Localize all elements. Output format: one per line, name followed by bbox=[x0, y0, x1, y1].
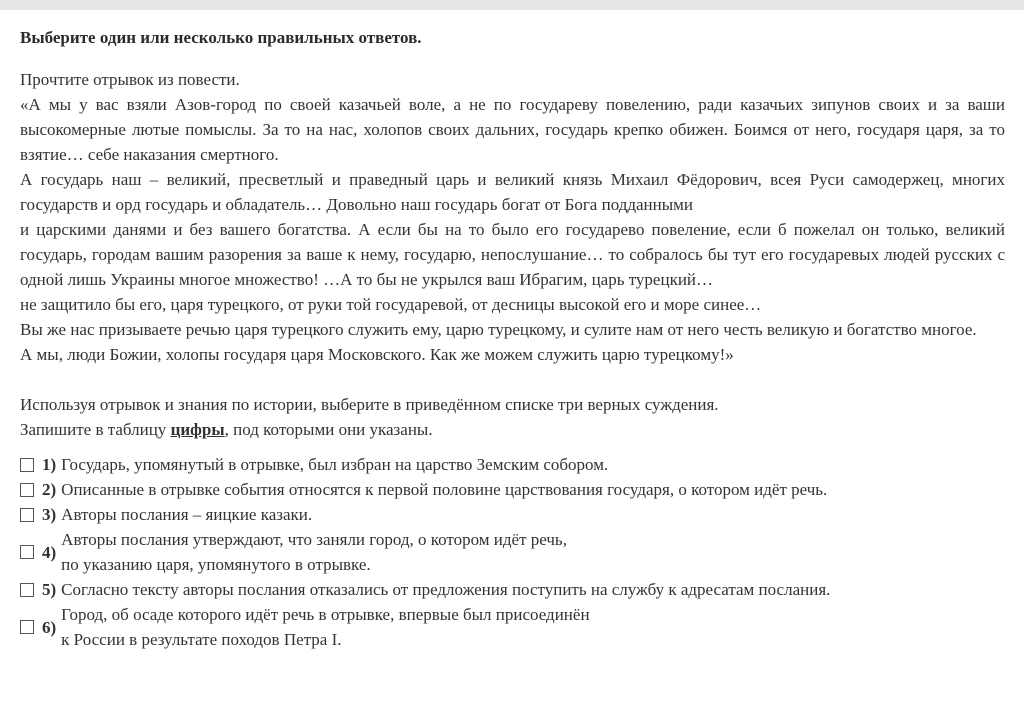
task-line-2-before: Запишите в таблицу bbox=[20, 420, 171, 439]
top-bar bbox=[0, 0, 1024, 10]
option-text-line: Город, об осаде которого идёт речь в отрывке, впервые был присоединён bbox=[61, 605, 590, 624]
answer-option-5[interactable] bbox=[20, 577, 1005, 602]
passage-paragraph: А государь наш – великий, пресветлый и праведный царь и великий князь Михаил Фёдорович, всея Руси самодержец, многих государств и орд государь и обладатель… Довольно наш государь богат от Бога подданными bbox=[20, 170, 1005, 214]
option-number: 2) bbox=[42, 480, 57, 499]
option-text-line: Авторы послания – яицкие казаки. bbox=[61, 505, 313, 524]
passage-paragraph: А мы, люди Божии, холопы государя царя Московского. Как же можем служить царю турецкому!» bbox=[20, 345, 734, 364]
option-number: 5) bbox=[42, 580, 57, 599]
passage-intro: Прочтите отрывок из повести. bbox=[20, 70, 240, 89]
question-card bbox=[20, 27, 1005, 652]
option-text bbox=[61, 527, 567, 577]
option-text-line: Государь, упомянутый в отрывке, был избран на царство Земским собором. bbox=[61, 455, 609, 474]
task-line-2-after: , под которыми они указаны. bbox=[224, 420, 433, 439]
answer-checkbox-4[interactable] bbox=[20, 545, 34, 559]
answer-checkbox-3[interactable] bbox=[20, 508, 34, 522]
answer-option-2[interactable] bbox=[20, 477, 1005, 502]
passage bbox=[20, 67, 1005, 367]
option-text bbox=[61, 502, 312, 527]
answer-checkbox-2[interactable] bbox=[20, 483, 34, 497]
option-text-line: к России в результате походов Петра I. bbox=[61, 630, 342, 649]
answer-option-4[interactable] bbox=[20, 527, 1005, 577]
option-number: 3) bbox=[42, 505, 57, 524]
task-line-1: Используя отрывок и знания по истории, выберите в приведённом списке три верных суждения. bbox=[20, 395, 719, 414]
option-text bbox=[61, 602, 589, 652]
task-text bbox=[20, 392, 1005, 442]
answer-checkbox-5[interactable] bbox=[20, 583, 34, 597]
passage-paragraph: «А мы у вас взяли Азов-город по своей казачьей воле, а не по государеву повелению, ради казачьих зипунов своих и за ваши высокомерные лютые помыслы. За то на нас, холопов своих дальних, государь крепко обижен. Боимся от него, государя царя, за то взятие… себе наказания смертного. bbox=[20, 95, 1005, 164]
question-instruction: Выберите один или несколько правильных ответов. bbox=[20, 28, 422, 47]
option-number: 4) bbox=[42, 542, 57, 562]
option-text bbox=[61, 452, 608, 477]
passage-paragraph: Вы же нас призываете речью царя турецкого служить ему, царю турецкому, и сулите нам от него честь великую и богатство многое. bbox=[20, 320, 977, 339]
answer-option-3[interactable] bbox=[20, 502, 1005, 527]
passage-paragraph: не защитило бы его, царя турецкого, от руки той государевой, от десницы высокой его и море синее… bbox=[20, 295, 762, 314]
option-number: 6) bbox=[42, 617, 57, 637]
task-line-2-emphasis: цифры bbox=[170, 420, 225, 439]
option-number: 1) bbox=[42, 455, 57, 474]
answer-checkbox-1[interactable] bbox=[20, 458, 34, 472]
passage-paragraph: и царскими данями и без вашего богатства. А если бы на то было его государево повеление, если б пожелал он только, великий государь, городам вашим разорения за ваше к нему, государю, непослушание… то собралось бы тут его государевых людей русских с одной лишь Украины многое множество! …А то бы не укрылся ваш Ибрагим, царь турецкий… bbox=[20, 220, 1005, 289]
answer-checkbox-6[interactable] bbox=[20, 620, 34, 634]
option-text bbox=[61, 577, 830, 602]
option-text-line: Согласно тексту авторы послания отказались от предложения поступить на службу к адресатам послания. bbox=[61, 580, 831, 599]
answer-option-6[interactable] bbox=[20, 602, 1005, 652]
option-text-line: по указанию царя, упомянутого в отрывке. bbox=[61, 555, 371, 574]
answer-options bbox=[20, 452, 1005, 652]
answer-option-1[interactable] bbox=[20, 452, 1005, 477]
option-text bbox=[61, 477, 827, 502]
option-text-line: Авторы послания утверждают, что заняли город, о котором идёт речь, bbox=[61, 530, 567, 549]
option-text-line: Описанные в отрывке события относятся к первой половине царствования государя, о котором идёт речь. bbox=[61, 480, 828, 499]
task-line-2 bbox=[20, 417, 1005, 442]
